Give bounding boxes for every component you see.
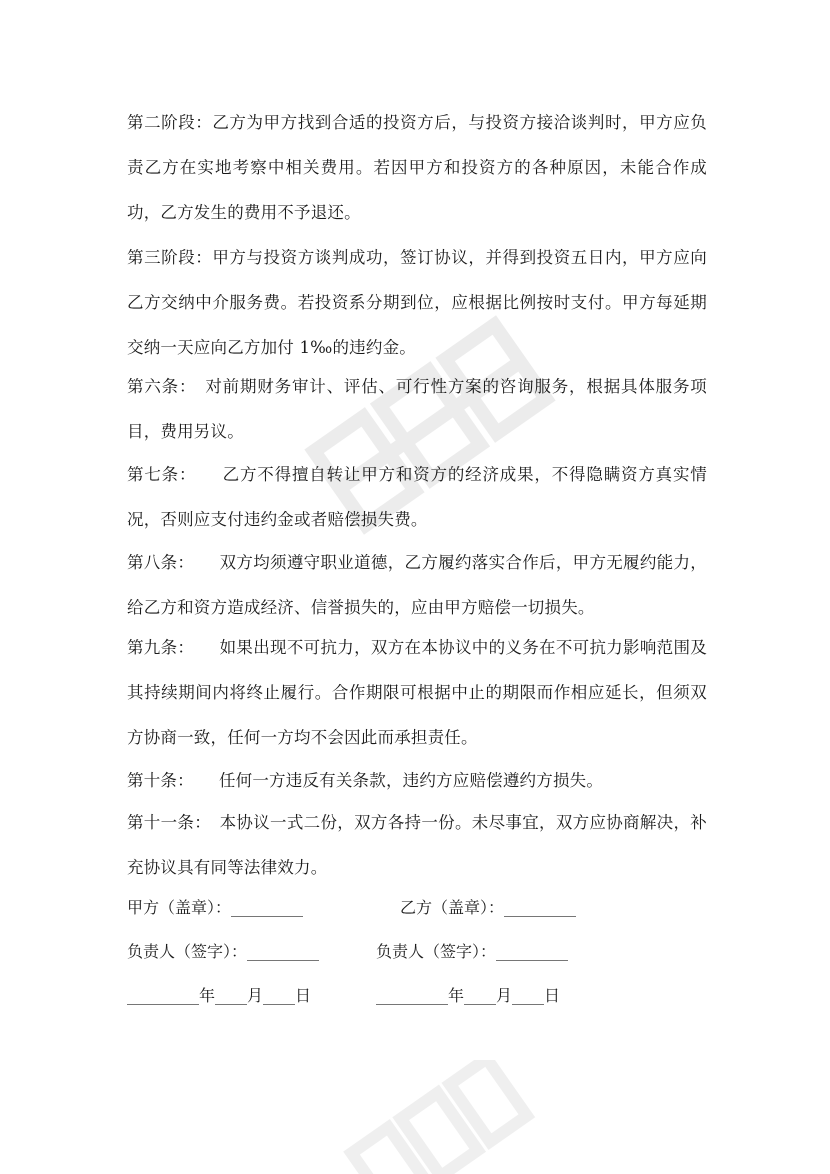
party-a-signatory-line: 负责人（签字）：_________ (127, 942, 320, 961)
paragraph-stage-three: 第三阶段：甲方与投资方谈判成功，签订协议，并得到投资五日内，甲方应向乙方交纳中介服务费。若投资系分期到位，应根据比例按时支付。甲方每延期交纳一天应向乙方加付 1‰的违约金。 (127, 248, 707, 357)
party-b-seal-line: 乙方（盖章）：_________ (400, 898, 577, 917)
paragraph-article-ten: 第十条： 任何一方违反有关条款，违约方应赔偿遵约方损失。 (127, 771, 604, 790)
party-b-signatory-line: 负责人（签字）：_________ (376, 942, 569, 961)
paragraph-stage-two: 第二阶段：乙方为甲方找到合适的投资方后，与投资方接洽谈判时，甲方应负责乙方在实地考察中相关费用。若因甲方和投资方的各种原因，未能合作成功，乙方发生的费用不予退还。 (127, 113, 707, 222)
watermark-logo-icon-bottom (340, 1060, 540, 1174)
party-b-date-line: _________年____月____日 (376, 986, 561, 1005)
paragraph-article-eight: 第八条： 双方均须遵守职业道德，乙方履约落实合作后，甲方无履约能力，给乙方和资方造成经济、信誉损失的，应由甲方赔偿一切损失。 (127, 553, 707, 617)
paragraph-article-seven: 第七条： 乙方不得擅自转让甲方和资方的经济成果，不得隐瞒资方真实情况，否则应支付违约金或者赔偿损失费。 (127, 465, 707, 529)
party-a-seal-line: 甲方（盖章）：_________ (127, 898, 304, 917)
paragraph-article-six: 第六条： 对前期财务审计、评估、可行性方案的咨询服务，根据具体服务项目，费用另议。 (127, 377, 707, 441)
paragraph-article-nine: 第九条： 如果出现不可抗力，双方在本协议中的义务在不可抗力影响范围及其持续期间内将终止履行。合作期限可根据中止的期限而作相应延长，但须双方协商一致，任何一方均不会因此而承担责任。 (127, 638, 707, 747)
paragraph-article-eleven: 第十一条： 本协议一式二份，双方各持一份。未尽事宜，双方应协商解决，补充协议具有同等法律效力。 (127, 813, 707, 877)
party-a-date-line: _________年____月____日 (127, 986, 312, 1005)
